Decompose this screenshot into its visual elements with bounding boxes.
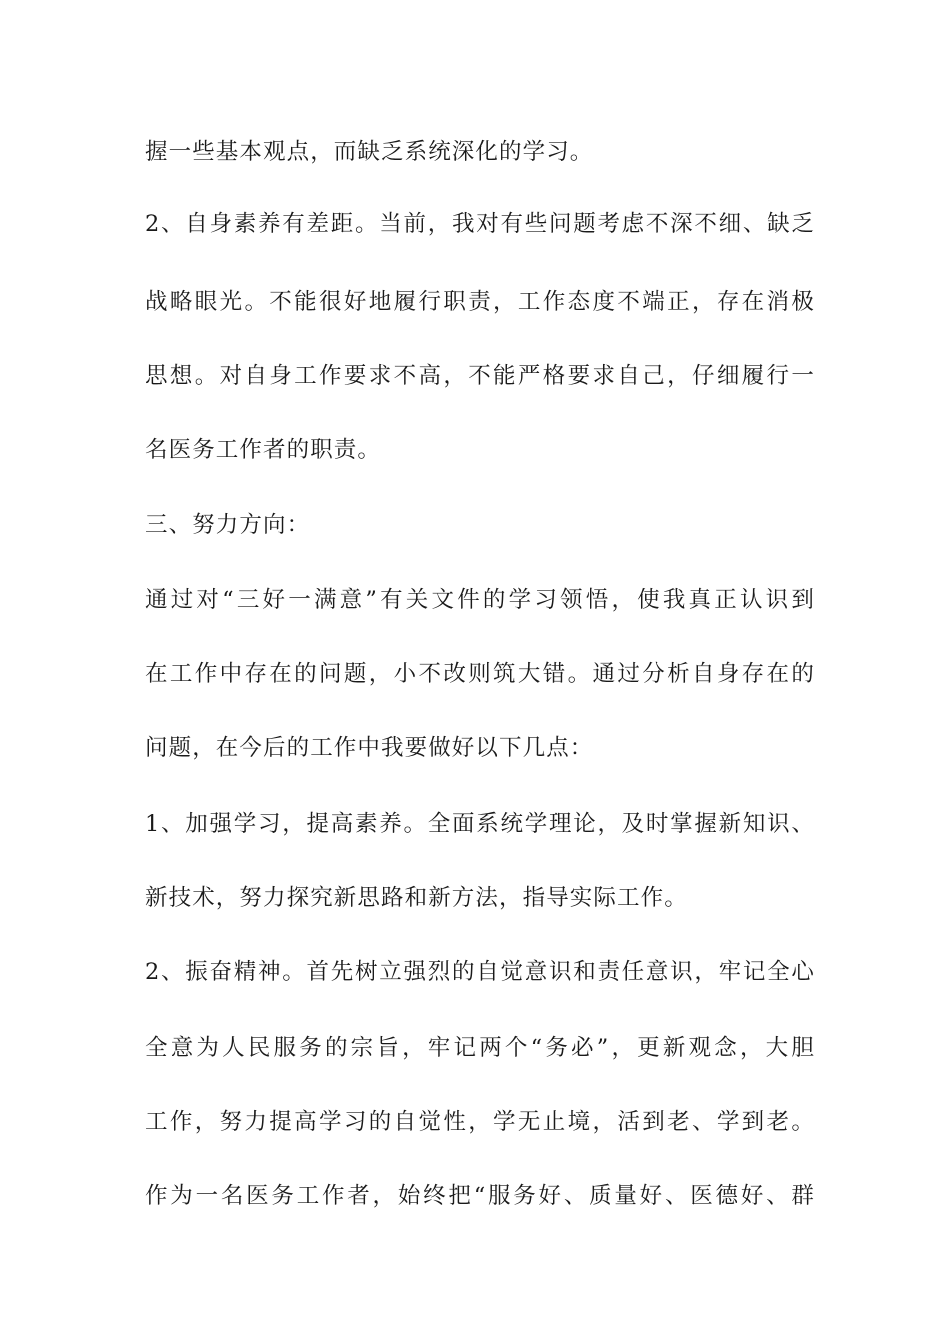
text-line: 问题，在今后的工作中我要做好以下几点： — [145, 735, 594, 761]
text-line: 2、自身素养有差距。当前，我对有些问题考虑不深不细、缺乏 — [145, 211, 815, 237]
text-line: 工作，努力提高学习的自觉性，学无止境，活到老、学到老。 — [145, 1109, 815, 1135]
text-line: 全意为人民服务的宗旨，牢记两个“务必”，更新观念，大胆 — [145, 1035, 815, 1061]
text-line: 通过对“三好一满意”有关文件的学习领悟，使我真正认识到 — [145, 587, 815, 613]
text-line: 名医务工作者的职责。 — [145, 437, 382, 463]
text-line: 在工作中存在的问题，小不改则筑大错。通过分析自身存在的 — [145, 661, 815, 687]
text-line: 新技术，努力探究新思路和新方法，指导实际工作。 — [145, 885, 688, 911]
section-heading: 三、努力方向： — [145, 512, 311, 538]
text-line: 思想。对自身工作要求不高，不能严格要求自己，仔细履行一 — [145, 363, 815, 389]
text-line: 战略眼光。不能很好地履行职责，工作态度不端正，存在消极 — [145, 289, 815, 315]
text-line: 2、振奋精神。首先树立强烈的自觉意识和责任意识，牢记全心 — [145, 959, 815, 985]
text-line: 1、加强学习，提高素养。全面系统学理论，及时掌握新知识、 — [145, 811, 815, 837]
text-line: 握一些基本观点，而缺乏系统深化的学习。 — [145, 139, 594, 165]
text-line: 作为一名医务工作者，始终把“服务好、质量好、医德好、群 — [145, 1183, 815, 1209]
